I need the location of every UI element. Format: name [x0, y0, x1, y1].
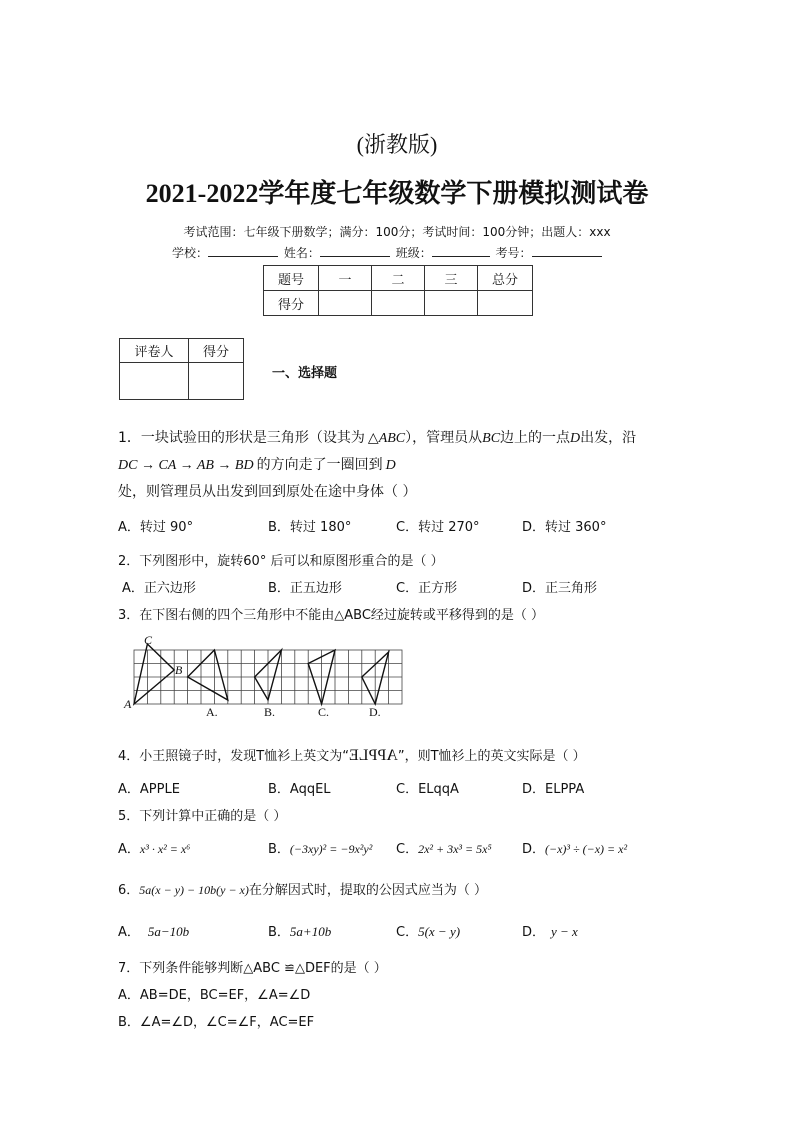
q5-b-label: B． [268, 842, 290, 857]
q4-text-b: ”，则T恤衫上的英文实际是（ ） [397, 749, 586, 764]
q1-option-c[interactable]: C．转过 270° [396, 520, 480, 535]
q6-option-b[interactable] [268, 921, 331, 940]
q4-mirror-text: APPLE [348, 747, 398, 764]
q5-d-label: D． [522, 842, 546, 857]
question-1-line1 [118, 427, 636, 447]
q6-option-c[interactable] [396, 921, 460, 940]
student-info-fields [172, 244, 602, 261]
q4-option-b[interactable]: B．AqqEL [268, 782, 331, 797]
score-header-cell: 一 [319, 266, 372, 291]
q6-text: 在分解因式时，提取的公因式应当为（ ） [248, 883, 488, 898]
class-label: 班级： [395, 246, 432, 260]
class-field[interactable] [432, 244, 490, 257]
question-4 [118, 745, 586, 765]
option-label-b: B. [264, 705, 276, 719]
q6-c-label: C． [396, 925, 419, 940]
q6-c-expr: 5(x − y) [418, 924, 461, 939]
grader-table [119, 338, 244, 400]
question-3: 3．在下图右侧的四个三角形中不能由△ABC经过旋转或平移得到的是（ ） [118, 608, 545, 623]
score-cell[interactable] [425, 291, 478, 316]
school-label: 学校： [172, 246, 209, 260]
name-label: 姓名： [283, 246, 320, 260]
grader-cell[interactable] [120, 363, 189, 400]
q2-option-b[interactable]: B．正五边形 [268, 581, 342, 596]
question-2: 2．下列图形中，旋转60° 后可以和原图形重合的是（ ） [118, 554, 444, 569]
q1-abc: ABC [378, 431, 406, 446]
q7-option-a[interactable]: A．AB=DE，BC=EF，∠A=∠D [118, 988, 311, 1003]
label-c: C [144, 633, 153, 647]
option-label-c: C. [318, 705, 330, 719]
q2-option-c[interactable]: C．正方形 [396, 581, 458, 596]
exam-number-field[interactable] [532, 244, 602, 257]
q1-option-b[interactable]: B．转过 180° [268, 520, 352, 535]
grader-header-cell: 得分 [189, 339, 244, 363]
q3-grid-figure [122, 632, 412, 722]
exam-number-label: 考号： [495, 246, 532, 260]
option-label-d: D. [369, 705, 381, 719]
q7-option-b[interactable]: B．∠A=∠D，∠C=∠F，AC=EF [118, 1015, 315, 1030]
q4-text-a: 4．小王照镜子时，发现T恤衫上英文为“ [118, 749, 349, 764]
grader-header-cell: 评卷人 [120, 339, 189, 363]
q1-d: D [570, 431, 581, 446]
q6-a-expr: 5a−10b [147, 924, 190, 939]
label-a: A [124, 697, 132, 711]
q1-d2: D [385, 458, 396, 473]
q1-option-d[interactable]: D．转过 360° [522, 520, 607, 535]
score-row-label: 得分 [264, 291, 319, 316]
score-table [263, 265, 533, 316]
edition-label: (浙教版) [356, 132, 438, 157]
q1-number: 1． [118, 430, 141, 446]
q1-triangle-symbol: △ [367, 430, 379, 446]
score-header-cell: 三 [425, 266, 478, 291]
question-7: 7．下列条件能够判断△ABC ≌△DEF的是（ ） [118, 961, 387, 976]
question-1-line3: 处，则管理员从出发到回到原处在途中身体（ ） [118, 484, 417, 500]
score-header-cell: 二 [372, 266, 425, 291]
q1-text-c: 边上的一点 [500, 430, 571, 446]
exam-info: 考试范围：七年级下册数学；满分：100分；考试时间：100分钟；出题人：xxx [183, 225, 611, 239]
q2-option-d[interactable]: D．正三角形 [522, 581, 598, 596]
q5-option-a[interactable] [118, 838, 190, 857]
score-cell[interactable] [319, 291, 372, 316]
q5-c-expr: 2x² + 3x³ = 5x⁵ [418, 842, 492, 856]
q1-bc: BC [482, 431, 501, 446]
q5-a-label: A． [118, 842, 140, 857]
score-cell[interactable] [478, 291, 533, 316]
q2-option-a[interactable]: A．正六边形 [122, 581, 196, 596]
q1-text-b: ），管理员从 [405, 430, 483, 446]
q5-option-d[interactable] [522, 838, 627, 857]
option-label-a: A. [206, 705, 218, 719]
label-b: B [175, 663, 183, 677]
question-6 [118, 879, 487, 898]
q5-a-expr: x³ · x² = x⁶ [139, 842, 191, 856]
q4-option-d[interactable]: D．ELPPA [522, 782, 585, 797]
q5-b-expr: (−3xy)² = −9x²y² [289, 842, 373, 856]
q1-text-d: 出发，沿 [580, 430, 637, 446]
school-field[interactable] [208, 244, 278, 257]
q6-expr: 5a(x − y) − 10b(y − x) [139, 883, 249, 897]
page-title: 2021-2022学年度七年级数学下册模拟测试卷 [145, 179, 649, 208]
q6-d-label: D． [522, 925, 546, 940]
q4-option-a[interactable]: A．APPLE [118, 782, 180, 797]
name-field[interactable] [320, 244, 390, 257]
q5-option-b[interactable] [268, 838, 372, 857]
score-cell[interactable] [372, 291, 425, 316]
grader-cell[interactable] [189, 363, 244, 400]
triangle-option-a [188, 650, 228, 700]
q6-b-expr: 5a+10b [289, 924, 332, 939]
q4-option-c[interactable]: C．ELqqA [396, 782, 459, 797]
q6-d-expr: y − x [551, 924, 578, 939]
section-title: 一、选择题 [272, 366, 338, 381]
q6-a-label: A． [118, 925, 140, 940]
q6-number: 6． [118, 883, 140, 898]
q6-b-label: B． [268, 925, 290, 940]
q5-d-expr: (−x)³ ÷ (−x) = x² [545, 842, 628, 856]
score-header-cell: 总分 [478, 266, 533, 291]
triangle-abc [134, 644, 174, 704]
q1-option-a[interactable]: A．转过 90° [118, 520, 194, 535]
q1-text-line2: 的方向走了一圈回到 [256, 457, 383, 473]
q5-option-c[interactable] [396, 838, 492, 857]
q6-option-a[interactable] [118, 921, 189, 940]
question-1-line2 [118, 454, 396, 474]
score-header-cell: 题号 [264, 266, 319, 291]
q1-path: DC → CA → AB → BD [118, 458, 254, 473]
q1-text-a: 一块试验田的形状是三角形（设其为 [140, 430, 365, 446]
q5-c-label: C． [396, 842, 419, 857]
question-5: 5．下列计算中正确的是（ ） [118, 809, 287, 824]
q6-option-d[interactable] [522, 921, 578, 940]
